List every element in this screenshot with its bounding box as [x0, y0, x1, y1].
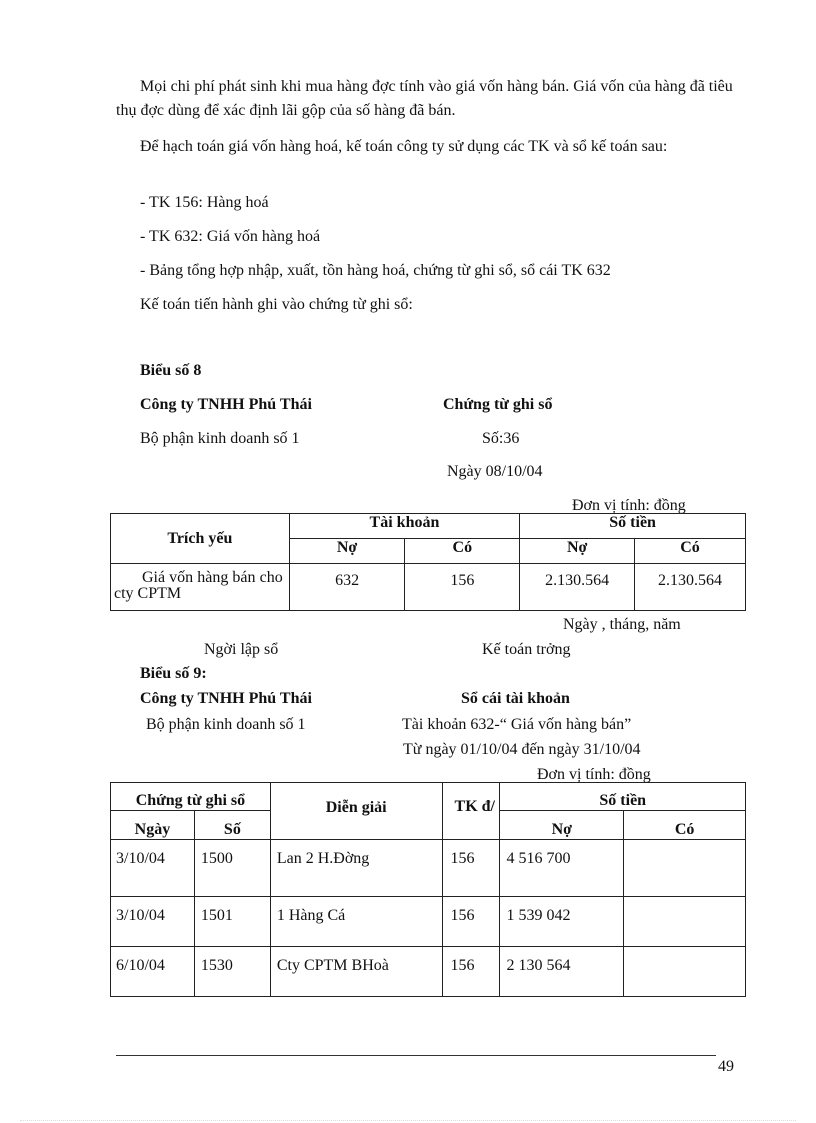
table-row: [111, 840, 746, 897]
form8-company: Công ty TNHH Phú Thái: [140, 396, 312, 413]
cell-debit: 4 516 700: [500, 840, 624, 897]
form8-number: Số:36: [482, 430, 520, 447]
cell-credit: [624, 840, 746, 897]
list-item: - TK 156: Hàng hoá: [140, 194, 269, 211]
col-tk-header: TK đ/: [442, 783, 500, 840]
voucher-table: [110, 513, 746, 611]
intro-paragraph-3: Kế toán tiến hành ghi vào chứng từ ghi sổ:: [140, 296, 413, 313]
cell-date: 6/10/04: [111, 947, 195, 997]
col-date-header: Ngày: [111, 811, 195, 840]
cell-debit: 1 539 042: [500, 897, 624, 947]
page-edge-rule: [20, 1120, 796, 1121]
col-amount-header: Số tiền: [500, 783, 746, 811]
col-account-credit-header: Có: [405, 539, 520, 564]
cell-number: 1500: [194, 840, 270, 897]
cell-date: 3/10/04: [111, 897, 195, 947]
list-item: - TK 632: Giá vốn hàng hoá: [140, 228, 321, 245]
col-credit-header: Có: [624, 811, 746, 840]
form9-heading: Biểu số 9:: [140, 665, 207, 682]
cell-credit: [624, 897, 746, 947]
cell-date: 3/10/04: [111, 840, 195, 897]
form8-title: Chứng từ ghi sổ: [443, 396, 553, 413]
cell-description: 1 Hàng Cá: [270, 897, 442, 947]
intro-paragraph-2: Để hạch toán giá vốn hàng hoá, kế toán công ty sử dụng các TK và sổ kế toán sau:: [140, 138, 668, 155]
cell-tk: 156: [442, 897, 500, 947]
list-item: - Bảng tổng hợp nhập, xuất, tồn hàng hoá, chứng từ ghi sổ, sổ cái TK 632: [140, 262, 611, 279]
cell-number: 1530: [194, 947, 270, 997]
form8-dept: Bộ phận kinh doanh số 1: [140, 430, 300, 447]
row-acc-credit: 156: [405, 564, 520, 611]
ledger-table: [110, 782, 746, 997]
form8-heading: Biểu số 8: [140, 362, 202, 379]
cell-debit: 2 130 564: [500, 947, 624, 997]
col-voucher-header: Chứng từ ghi sổ: [111, 783, 271, 811]
col-debit-header: Nợ: [500, 811, 624, 840]
form9-unit: Đơn vị tính: đồng: [537, 766, 651, 783]
form9-period: Từ ngày 01/10/04 đến ngày 31/10/04: [403, 741, 641, 758]
cell-description: Lan 2 H.Đờng: [270, 840, 442, 897]
form9-title: Sổ cái tài khoản: [461, 690, 570, 707]
col-account-header: Tài khoản: [289, 514, 520, 539]
row-acc-debit: 632: [289, 564, 405, 611]
cell-tk: 156: [442, 840, 500, 897]
form9-company: Công ty TNHH Phú Thái: [140, 690, 312, 707]
table-row: [111, 564, 746, 611]
table-row: [111, 897, 746, 947]
cell-description: Cty CPTM BHoà: [270, 947, 442, 997]
row-amt-credit: 2.130.564: [635, 564, 746, 611]
cell-number: 1501: [194, 897, 270, 947]
table-row: [111, 947, 746, 997]
col-amount-header: Số tiền: [520, 514, 746, 539]
col-description-header: Diễn giải: [270, 783, 442, 840]
page-number: 49: [718, 1058, 734, 1075]
cell-tk: 156: [442, 947, 500, 997]
form9-dept: Bộ phận kinh doanh số 1: [146, 716, 306, 733]
form8-unit: Đơn vị tính: đồng: [572, 497, 686, 514]
cell-credit: [624, 947, 746, 997]
col-number-header: Số: [194, 811, 270, 840]
form8-preparer: Ngời lập sổ: [204, 641, 279, 658]
col-account-debit-header: Nợ: [289, 539, 405, 564]
form9-account: Tài khoản 632-“ Giá vốn hàng bán”: [402, 716, 632, 733]
col-amount-credit-header: Có: [635, 539, 746, 564]
row-amt-debit: 2.130.564: [520, 564, 635, 611]
form8-date: Ngày 08/10/04: [447, 463, 543, 480]
intro-paragraph-1: Mọi chi phí phát sinh khi mua hàng đợc tính vào giá vốn hàng bán. Giá vốn của hàng đã tiêu thụ đợc dùng để xác định lãi gộp của số hàng đã bán.: [116, 78, 733, 119]
footer-rule: [116, 1055, 716, 1056]
form8-chief-accountant: Kế toán trởng: [482, 641, 571, 658]
row-summary: Giá vốn hàng bán cho cty CPTM: [111, 564, 290, 611]
col-summary-header: Trích yếu: [111, 514, 290, 564]
form8-date-line: Ngày , tháng, năm: [563, 616, 681, 633]
col-amount-debit-header: Nợ: [520, 539, 635, 564]
